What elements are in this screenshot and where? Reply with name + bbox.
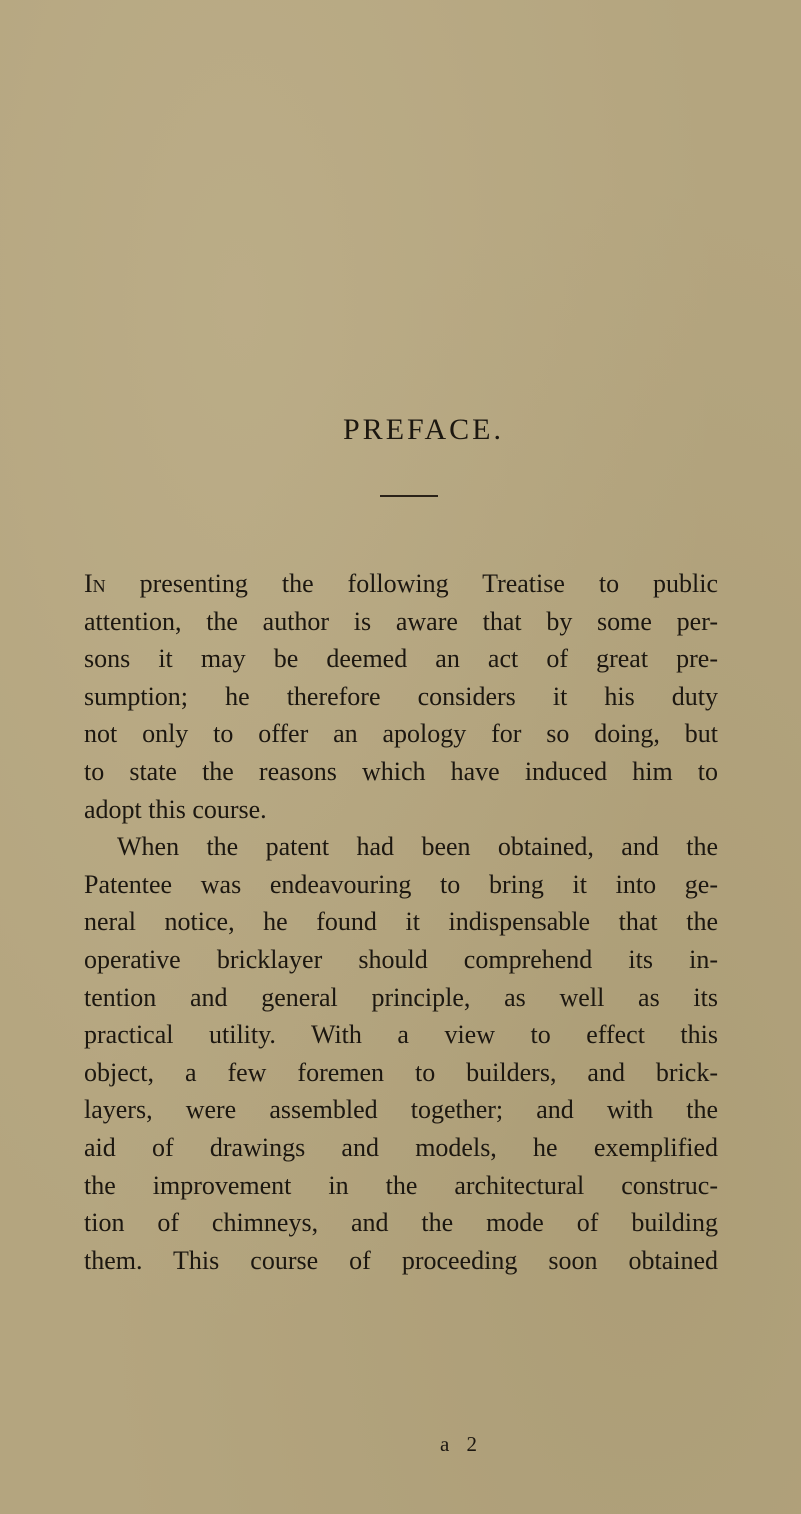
lead-word: In [84, 569, 106, 598]
signature-mark: a 2 [439, 1432, 484, 1456]
text-line: layers, were assembled together; and with the [84, 1095, 718, 1125]
preface-body [84, 565, 718, 1279]
text-line: the improvement in the architectural construc- [84, 1170, 718, 1200]
text-line: to state the reasons which have induced him to [84, 756, 718, 786]
title-divider-rule [380, 495, 438, 497]
text-line: them. This course of proceeding soon obtained [84, 1245, 718, 1275]
text-line: object, a few foremen to builders, and brick- [84, 1057, 718, 1087]
text-line: practical utility. With a view to effect this [84, 1020, 718, 1050]
text-line: Patentee was endeavouring to bring it into ge- [84, 869, 718, 899]
text-line: operative bricklayer should comprehend its in- [84, 944, 718, 974]
text-line: sons it may be deemed an act of great pre- [84, 644, 718, 674]
text-line: adopt this course. [84, 794, 267, 824]
text-line: tention and general principle, as well as its [84, 982, 718, 1012]
text-line: aid of drawings and models, he exemplified [84, 1132, 718, 1162]
text-line: sumption; he therefore considers it his duty [84, 681, 718, 711]
page-title: PREFACE. [343, 413, 504, 446]
text-line: When the patent had been obtained, and the [117, 832, 718, 862]
text-line: attention, the author is aware that by some per- [84, 606, 718, 636]
text-line: In presenting the following Treatise to public [84, 569, 718, 598]
text-line: tion of chimneys, and the mode of building [84, 1208, 718, 1238]
text-line: neral notice, he found it indispensable that the [84, 907, 718, 937]
text-line: not only to offer an apology for so doing, but [84, 719, 718, 749]
